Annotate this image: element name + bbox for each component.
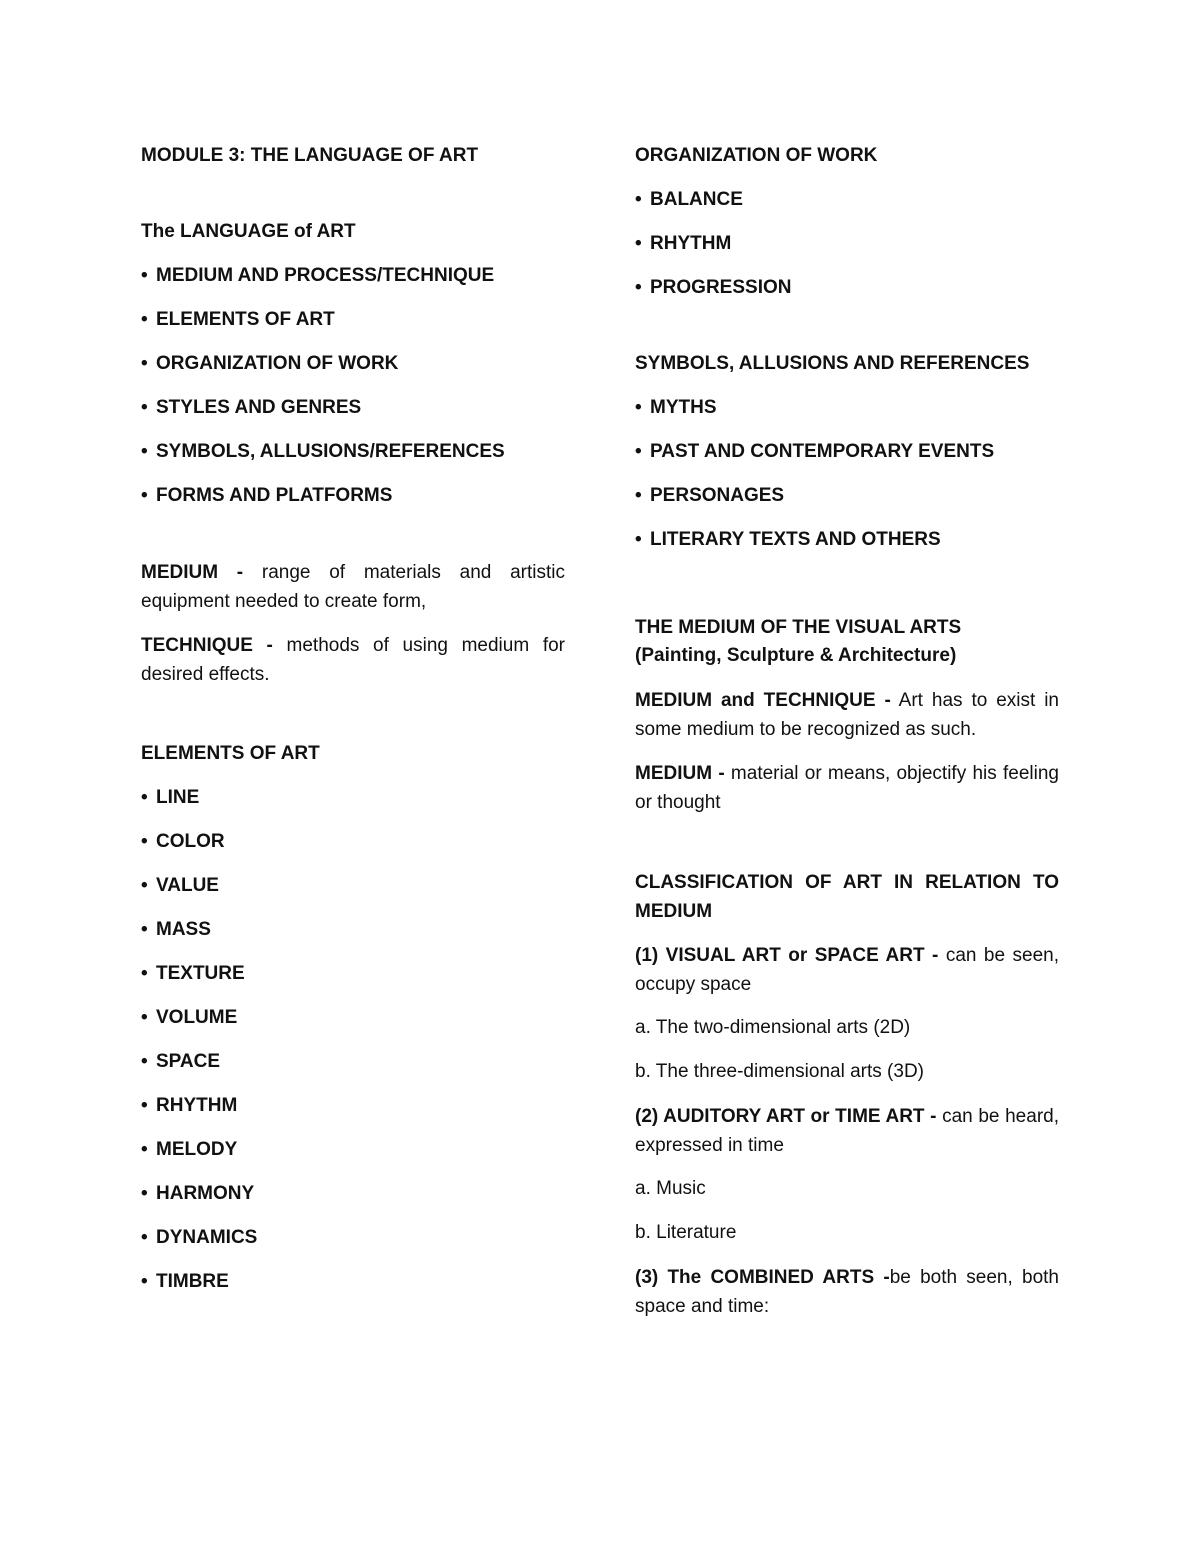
symbols-heading: SYMBOLS, ALLUSIONS AND REFERENCES [635, 353, 1030, 374]
medium-technique-definition: MEDIUM and TECHNIQUE - Art has to exist in some medium to be recognized as such. [635, 690, 1059, 740]
bullet-icon: • [141, 787, 148, 808]
list-item: • TIMBRE [141, 1268, 565, 1296]
classification-heading: CLASSIFICATION OF ART IN RELATION TO MEDIUM [635, 872, 1059, 922]
list-item: • ELEMENTS OF ART [141, 306, 565, 334]
combined-arts-term: (3) The COMBINED ARTS - [635, 1267, 890, 1288]
list-item: • MYTHS [635, 394, 1059, 422]
list-item: • LITERARY TEXTS AND OTHERS [635, 526, 1059, 554]
medium-term: MEDIUM - [141, 562, 244, 583]
list-item: • PERSONAGES [635, 482, 1059, 510]
visual-art-term: (1) VISUAL ART or SPACE ART - [635, 945, 939, 966]
right-column [635, 142, 1059, 1336]
bullet-icon: • [635, 189, 642, 210]
medium-technique-term: MEDIUM and TECHNIQUE - [635, 690, 891, 711]
bullet-icon: • [141, 1183, 148, 1204]
bullet-icon: • [635, 441, 642, 462]
bullet-icon: • [141, 485, 148, 506]
bullet-icon: • [141, 1095, 148, 1116]
auditory-literature: b. Literature [635, 1222, 737, 1243]
visual-arts-heading: THE MEDIUM OF THE VISUAL ARTS [635, 617, 962, 638]
list-item: • SYMBOLS, ALLUSIONS/REFERENCES [141, 438, 565, 466]
bullet-icon: • [141, 1271, 148, 1292]
medium-term: MEDIUM - [635, 763, 725, 784]
symbols-list [635, 394, 1059, 554]
list-item: • LINE [141, 784, 565, 812]
medium-definition: MEDIUM - material or means, objectify his feeling or thought [635, 763, 1060, 813]
elements-heading: ELEMENTS OF ART [141, 743, 320, 764]
list-item: • MELODY [141, 1136, 565, 1164]
bullet-icon: • [141, 1139, 148, 1160]
list-item: • SPACE [141, 1048, 565, 1076]
medium-definition: MEDIUM - range of materials and artistic equipment needed to create form, [141, 562, 566, 612]
bullet-icon: • [141, 1051, 148, 1072]
visual-art-3d: b. The three-dimensional arts (3D) [635, 1061, 924, 1082]
list-item: • TEXTURE [141, 960, 565, 988]
visual-arts-subheading: (Painting, Sculpture & Architecture) [635, 645, 957, 666]
bullet-icon: • [141, 963, 148, 984]
bullet-icon: • [141, 309, 148, 330]
bullet-icon: • [141, 441, 148, 462]
elements-list [141, 784, 565, 1296]
organization-heading: ORGANIZATION OF WORK [635, 145, 878, 166]
bullet-icon: • [635, 485, 642, 506]
auditory-art-definition: (2) AUDITORY ART or TIME ART - can be heard, expressed in time [635, 1106, 1059, 1156]
left-column [141, 142, 565, 1312]
language-list [141, 262, 565, 510]
list-item: • DYNAMICS [141, 1224, 565, 1252]
bullet-icon: • [141, 397, 148, 418]
list-item: • VALUE [141, 872, 565, 900]
combined-arts-definition: (3) The COMBINED ARTS -be both seen, both space and time: [635, 1267, 1059, 1317]
technique-term: TECHNIQUE - [141, 635, 273, 656]
bullet-icon: • [635, 233, 642, 254]
list-item: • RHYTHM [635, 230, 1059, 258]
bullet-icon: • [635, 277, 642, 298]
list-item: • HARMONY [141, 1180, 565, 1208]
visual-art-2d: a. The two-dimensional arts (2D) [635, 1017, 911, 1038]
auditory-art-term: (2) AUDITORY ART or TIME ART - [635, 1106, 937, 1127]
bullet-icon: • [635, 397, 642, 418]
list-item: • COLOR [141, 828, 565, 856]
bullet-icon: • [141, 1007, 148, 1028]
list-item: • PAST AND CONTEMPORARY EVENTS [635, 438, 1059, 466]
visual-art-definition: (1) VISUAL ART or SPACE ART - can be seen, occupy space [635, 945, 1059, 995]
bullet-icon: • [141, 831, 148, 852]
bullet-icon: • [141, 919, 148, 940]
list-item: • ORGANIZATION OF WORK [141, 350, 565, 378]
bullet-icon: • [141, 1227, 148, 1248]
list-item: • MASS [141, 916, 565, 944]
list-item: • RHYTHM [141, 1092, 565, 1120]
list-item: • FORMS AND PLATFORMS [141, 482, 565, 510]
bullet-icon: • [635, 529, 642, 550]
bullet-icon: • [141, 353, 148, 374]
list-item: • PROGRESSION [635, 274, 1059, 302]
organization-list [635, 186, 1059, 302]
list-item: • MEDIUM AND PROCESS/TECHNIQUE [141, 262, 565, 290]
bullet-icon: • [141, 265, 148, 286]
list-item: • STYLES AND GENRES [141, 394, 565, 422]
list-item: • VOLUME [141, 1004, 565, 1032]
language-heading: The LANGUAGE of ART [141, 221, 356, 242]
module-title: MODULE 3: THE LANGUAGE OF ART [141, 145, 479, 166]
technique-definition: TECHNIQUE - methods of using medium for desired effects. [141, 635, 565, 685]
list-item: • BALANCE [635, 186, 1059, 214]
bullet-icon: • [141, 875, 148, 896]
auditory-music: a. Music [635, 1178, 706, 1199]
